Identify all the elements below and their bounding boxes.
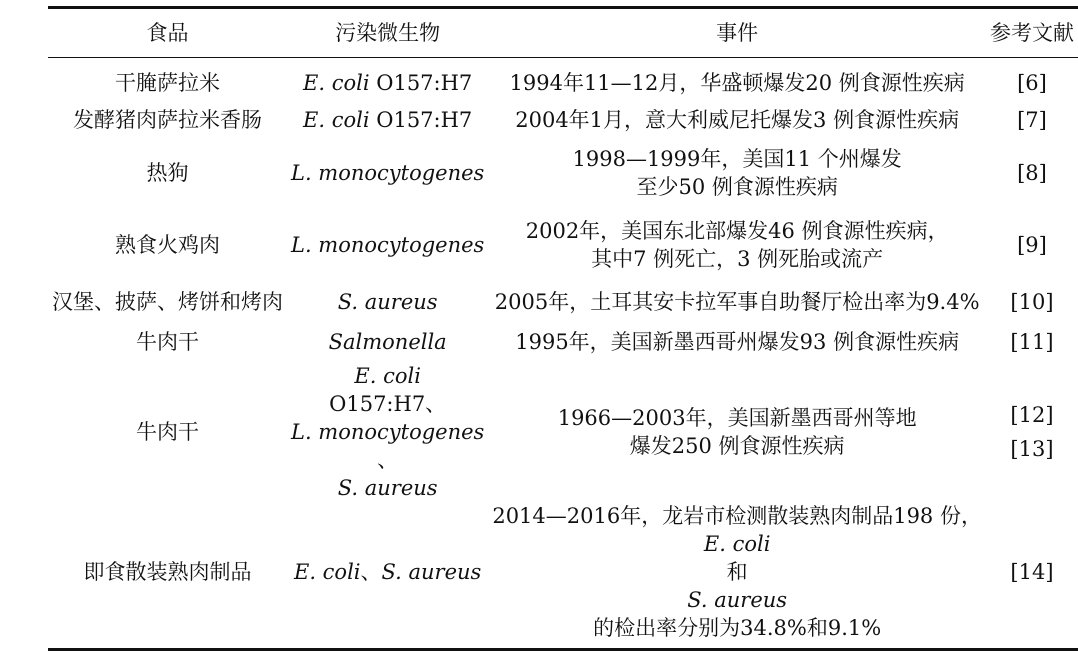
table-row [48, 362, 1078, 502]
microbe-strain: O157:H7、 [329, 392, 447, 416]
event-cell: 2004年1月，意大利威尼托爆发3 例食源性疾病 [515, 107, 960, 132]
table-row [48, 282, 1078, 322]
microbe-name: S. aureus [381, 560, 482, 584]
microbe-name: S. aureus [337, 290, 438, 314]
reference-cell: [10] [1010, 290, 1054, 314]
microbe-name: E. coli [354, 364, 421, 388]
table-row [48, 502, 1078, 650]
microbe-name: Salmonella [328, 330, 447, 354]
header-food: 食品 [146, 21, 189, 45]
event-line: 其中7 例死亡，3 例死胎或流产 [591, 247, 884, 271]
microbe-line [291, 418, 484, 502]
microbe-name: L. monocytogenes [291, 161, 485, 185]
event-cell: 1995年，美国新墨西哥州爆发93 例食源性疾病 [515, 330, 960, 354]
header-row [48, 8, 1078, 58]
event-line: 2014—2016年，龙岩市检测散装熟肉制品198 份， [492, 504, 982, 528]
reference-cell: [14] [1010, 560, 1054, 584]
reference-entry: [13] [1010, 437, 1054, 461]
food-cell: 发酵猪肉萨拉米香肠 [73, 107, 262, 132]
event-text: 的检出率分别为34.8%和9.1% [593, 616, 882, 640]
microbe-separator: 、 [377, 448, 399, 472]
food-cell: 干腌萨拉米 [115, 70, 220, 95]
table-row [48, 138, 1078, 208]
event-cell: 2005年，土耳其安卡拉军事自助餐厅检出率为9.4% [494, 290, 980, 314]
event-line: 2002年，美国东北部爆发46 例食源性疾病， [525, 219, 949, 243]
event-text: 和 [726, 560, 748, 584]
food-cell: 熟食火鸡肉 [115, 233, 220, 257]
microbe-name: E. coli [303, 107, 370, 132]
food-contamination-table [48, 6, 1078, 651]
microbe-cell [287, 101, 488, 138]
microbe-name: L. monocytogenes [291, 233, 485, 257]
food-contamination-table-container [48, 6, 1074, 651]
event-line: 1998—1999年，美国11 个州爆发 [572, 147, 902, 171]
microbe-line [291, 362, 484, 418]
microbe-cell [287, 58, 488, 102]
microbe-name: S. aureus [337, 476, 438, 500]
reference-cell: [9] [1017, 233, 1047, 257]
event-cell: 1994年11—12月，华盛顿爆发20 例食源性疾病 [509, 70, 965, 95]
microbe-cell [287, 138, 488, 208]
microbe-name: E. coli [703, 532, 771, 556]
reference-cell: [6] [1017, 70, 1047, 95]
food-cell: 即食散装熟肉制品 [83, 560, 252, 584]
microbe-cell [287, 208, 488, 282]
reference-cell [986, 362, 1078, 502]
event-cell [488, 362, 986, 502]
microbe-strain: O157:H7 [369, 70, 473, 95]
header-event: 事件 [716, 21, 759, 45]
reference-cell: [11] [1010, 330, 1054, 354]
microbe-cell [287, 502, 488, 650]
event-cell [488, 208, 986, 282]
reference-cell: [8] [1017, 161, 1047, 185]
event-cell [488, 502, 986, 650]
microbe-cell [287, 362, 488, 502]
event-line: 至少50 例食源性疾病 [636, 175, 838, 199]
header-reference: 参考文献 [989, 21, 1074, 45]
table-row [48, 58, 1078, 102]
event-cell [488, 138, 986, 208]
microbe-separator: 、 [360, 560, 382, 584]
event-line: 1966—2003年，美国新墨西哥州等地 [557, 406, 917, 430]
food-cell: 汉堡、披萨、烤饼和烤肉 [52, 290, 283, 314]
header-microbe: 污染微生物 [335, 21, 441, 45]
table-row [48, 101, 1078, 138]
microbe-name: E. coli [303, 70, 370, 95]
table-row [48, 322, 1078, 362]
microbe-cell [287, 282, 488, 322]
table-body [48, 58, 1078, 650]
food-cell: 热狗 [146, 161, 189, 185]
microbe-strain: O157:H7 [369, 107, 473, 132]
event-line: 爆发250 例食源性疾病 [629, 434, 845, 458]
table-header [48, 8, 1078, 58]
table-row [48, 208, 1078, 282]
food-cell: 牛肉干 [136, 330, 199, 354]
food-cell: 牛肉干 [136, 420, 199, 444]
event-line [492, 530, 982, 642]
microbe-name: L. monocytogenes [291, 420, 485, 444]
microbe-cell [287, 322, 488, 362]
microbe-name: S. aureus [687, 588, 788, 612]
reference-entry: [12] [1010, 403, 1054, 427]
reference-cell: [7] [1017, 107, 1047, 132]
microbe-name: E. coli [293, 560, 361, 584]
